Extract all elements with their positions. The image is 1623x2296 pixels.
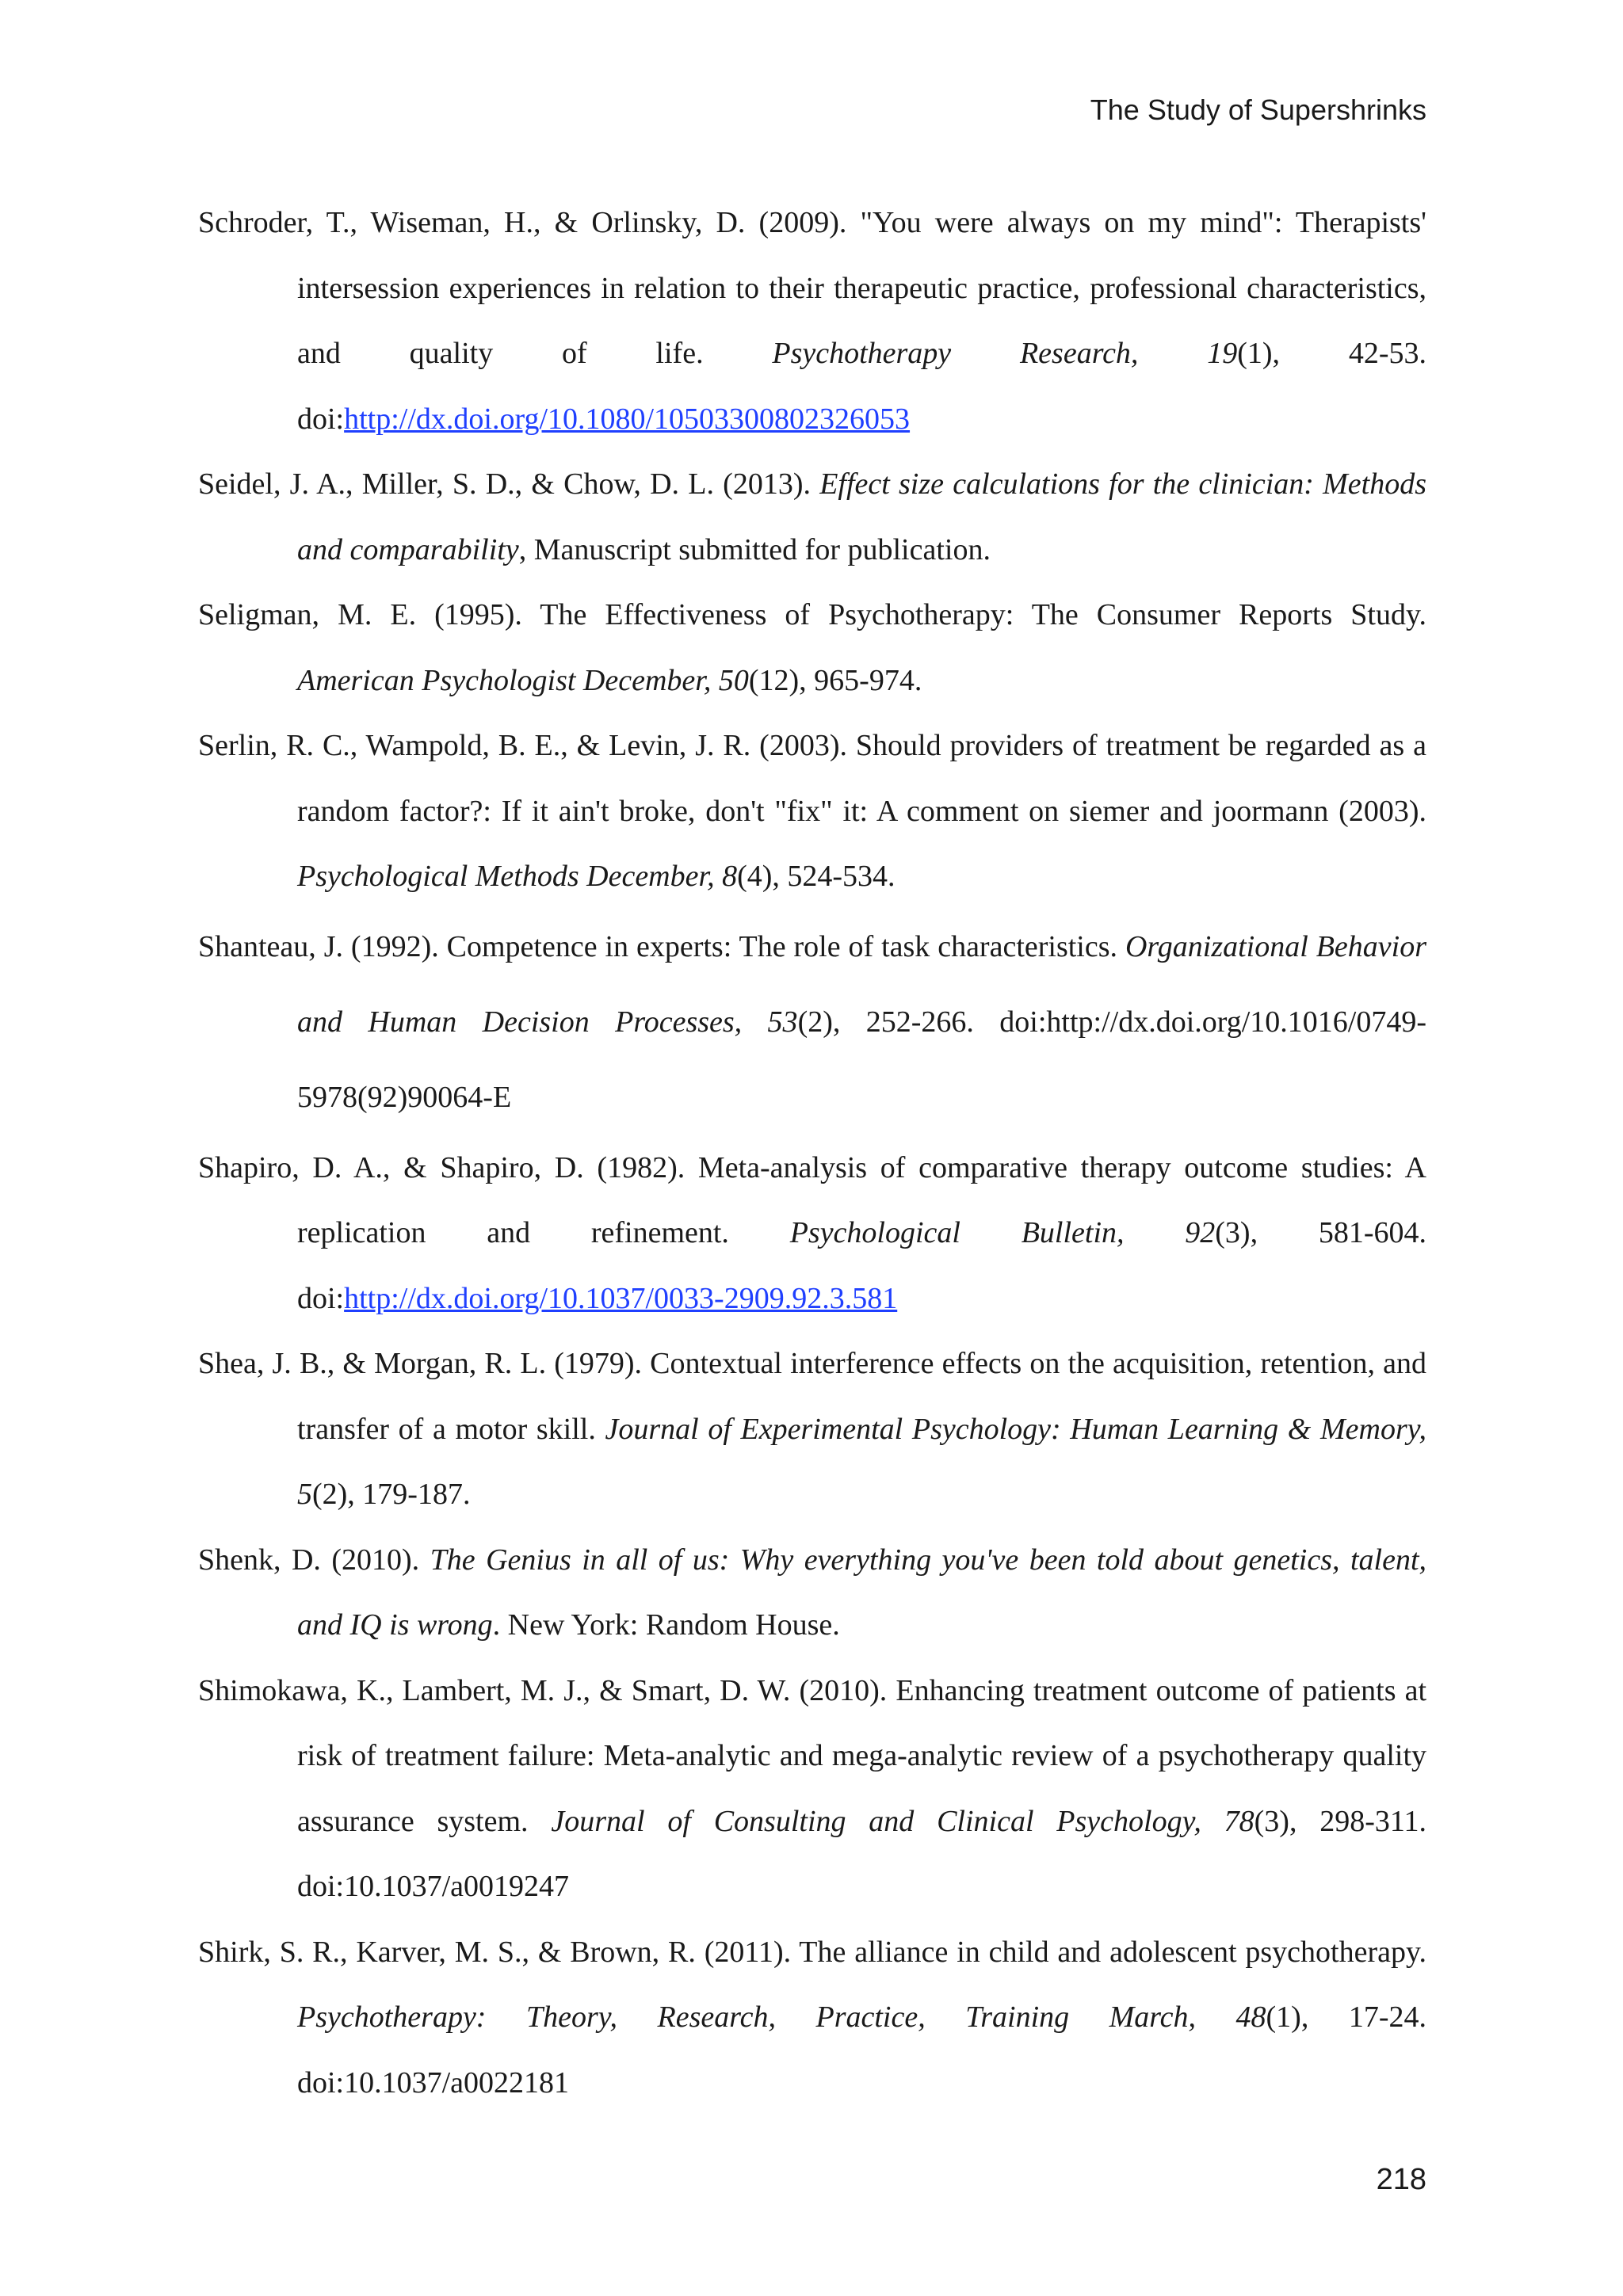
- reference-details: (1), 17-24. doi:10.1037/a0022181: [297, 2000, 1426, 2100]
- reference-text: Shea, J. B., & Morgan, R. L. (1979). Contextual interference effects on the acquisition, retention, and transfer of a motor skill.: [198, 1347, 1426, 1446]
- reference-entry: [198, 1331, 1426, 1527]
- reference-details: (3), 581-604. doi:: [297, 1216, 1426, 1315]
- reference-entry: [198, 713, 1426, 910]
- reference-entry: [198, 452, 1426, 582]
- reference-text: Shimokawa, K., Lambert, M. J., & Smart, D. W. (2010). Enhancing treatment outcome of patients at risk of treatment failure: Meta-analytic and mega-analytic review of a psychotherapy quality assurance system.: [198, 1673, 1426, 1838]
- reference-text: Serlin, R. C., Wampold, B. E., & Levin, J. R. (2003). Should providers of treatment be regarded as a random factor?: If it ain't broke, don't "fix" it: A comment on siemer and joormann (2003).: [198, 729, 1426, 828]
- doi-link[interactable]: http://dx.doi.org/10.1037/0033-2909.92.3.581: [344, 1281, 898, 1315]
- doi-link[interactable]: http://dx.doi.org/10.1080/10503300802326053: [344, 402, 911, 436]
- page-number: 218: [1376, 2163, 1426, 2196]
- reference-text: Seidel, J. A., Miller, S. D., & Chow, D. L. (2013).: [198, 467, 820, 501]
- reference-details: (12), 965-974.: [748, 663, 922, 697]
- reference-entry: [198, 910, 1426, 1135]
- reference-details: . New York: Random House.: [492, 1608, 840, 1642]
- reference-details: (3), 298-311. doi:10.1037/a0019247: [297, 1804, 1426, 1903]
- reference-text: Schroder, T., Wiseman, H., & Orlinsky, D. (2009). "You were always on my mind": Therapists' intersession experiences in relation to their therapeutic practice, professional characteristics, and quality of life.: [198, 206, 1426, 370]
- reference-source: Organizational Behavior and Human Decision Processes, 53: [297, 929, 1426, 1039]
- reference-text: Shirk, S. R., Karver, M. S., & Brown, R. (2011). The alliance in child and adolescent psychotherapy.: [198, 1935, 1426, 1969]
- reference-details: (4), 524-534.: [737, 860, 896, 893]
- reference-details: , Manuscript submitted for publication.: [518, 532, 991, 566]
- reference-source: Effect size calculations for the clinician: Methods and comparability: [297, 467, 1426, 566]
- reference-source: Journal of Experimental Psychology: Human Learning & Memory, 5: [297, 1412, 1427, 1511]
- reference-source: The Genius in all of us: Why everything you've been told about genetics, talent, and IQ is wrong: [297, 1543, 1426, 1642]
- reference-source: Psychological Methods December, 8: [297, 860, 738, 893]
- reference-entry: [198, 1135, 1426, 1332]
- reference-text: Shenk, D. (2010).: [198, 1543, 430, 1577]
- reference-source: Journal of Consulting and Clinical Psychology, 78: [551, 1804, 1254, 1838]
- reference-list: [198, 190, 1426, 2115]
- reference-entry: [198, 190, 1426, 452]
- reference-source: American Psychologist December, 50: [297, 663, 749, 697]
- reference-source: Psychotherapy Research, 19: [772, 337, 1238, 370]
- reference-text: Shapiro, D. A., & Shapiro, D. (1982). Meta-analysis of comparative therapy outcome studies: A replication and refinement.: [198, 1150, 1426, 1249]
- reference-entry: [198, 1658, 1426, 1920]
- reference-source: Psychological Bulletin, 92: [789, 1216, 1216, 1249]
- reference-text: Shanteau, J. (1992). Competence in experts: The role of task characteristics.: [198, 929, 1125, 963]
- reference-entry: [198, 1527, 1426, 1658]
- reference-details: (2), 252-266. doi:http://dx.doi.org/10.1016/0749-5978(92)90064-E: [297, 1005, 1426, 1114]
- reference-details: (2), 179-187.: [312, 1478, 471, 1511]
- reference-text: Seligman, M. E. (1995). The Effectiveness of Psychotherapy: The Consumer Reports Study.: [198, 598, 1426, 631]
- reference-details: (1), 42-53. doi:: [297, 337, 1426, 436]
- reference-entry: [198, 582, 1426, 713]
- reference-source: Psychotherapy: Theory, Research, Practice, Training March, 48: [297, 2000, 1266, 2034]
- reference-entry: [198, 1920, 1426, 2116]
- running-head: The Study of Supershrinks: [1090, 93, 1426, 126]
